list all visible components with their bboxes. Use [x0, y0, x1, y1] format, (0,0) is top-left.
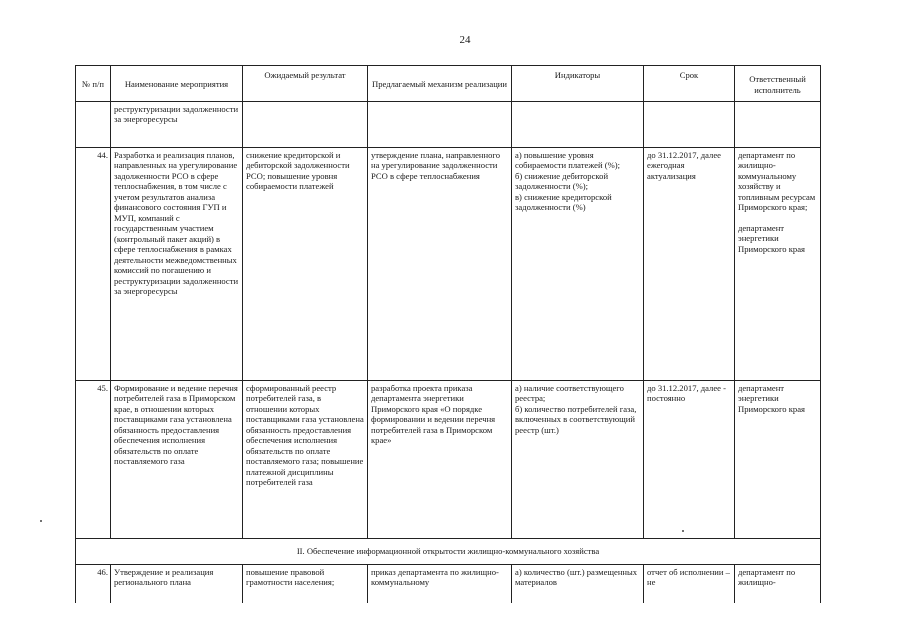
table-row [76, 148, 821, 381]
row-responsible: департамент энергетики Приморского края [735, 381, 821, 539]
row-name: Утверждение и реализация регионального плана [111, 565, 243, 603]
indicator-item: б) снижение дебиторской задолженности (%); [515, 170, 609, 192]
page-number: 24 [459, 34, 471, 46]
indicator-item: в) снижение кредиторской задолженности (%) [515, 191, 612, 213]
row-deadline [644, 102, 735, 148]
row-mechanism [368, 102, 512, 148]
row-result [243, 102, 368, 148]
header-num: № п/п [76, 66, 111, 102]
section-title: II. Обеспечение информационной открытости жилищно-коммунального хозяйства [76, 539, 821, 565]
responsible-item: департамент по жилищно-коммунальному хозяйству и топливным ресурсам Приморского края; [738, 150, 816, 213]
responsible-item: департамент энергетики Приморского края [738, 222, 805, 254]
row-deadline: до 31.12.2017, далее - постоянно [644, 381, 735, 539]
header-mechanism: Предлагаемый механизм реализации [368, 66, 512, 102]
row-num: 46. [76, 565, 111, 603]
row-indicators: а) количество (шт.) размещенных материалов [512, 565, 644, 603]
row-name: Формирование и ведение перечня потребителей газа в Приморском крае, в отношении которых поставщиками газа установлена обязанность предоставления обеспечения исполнения обязательств по оплате поставляемого газа [111, 381, 243, 539]
row-result: повышение правовой грамотности населения; [243, 565, 368, 603]
indicator-item: б) количество потребителей газа, включенных в соответствующий реестр (шт.) [515, 403, 637, 435]
row-name: Разработка и реализация планов, направленных на урегулирование задолженности РСО в сфере теплоснабжения, в том числе с учетом результатов анализа финансового состояния ГУП и МУП, компаний с государственным участием (контрольный пакет акций) в сфере теплоснабжения в рамках деятельности межведомственных комиссий по погашению и реструктуризации задолженности за энергоресурсы [111, 148, 243, 381]
row-indicators [512, 148, 644, 381]
row-deadline: отчет об исполнении – не [644, 565, 735, 603]
row-result: снижение кредиторской и дебиторской задолженности РСО; повышение уровня собираемости платежей [243, 148, 368, 381]
row-num: 44. [76, 148, 111, 381]
section-row [76, 539, 821, 565]
row-responsible [735, 102, 821, 148]
row-num [76, 102, 111, 148]
table-row [76, 102, 821, 148]
row-mechanism: разработка проекта приказа департамента энергетики Приморского края «О порядке формировании и ведении перечня потребителей газа в Приморском крае» [368, 381, 512, 539]
table-row [76, 381, 821, 539]
row-indicators [512, 102, 644, 148]
row-name: реструктуризации задолженности за энергоресурсы [111, 102, 243, 148]
row-responsible: департамент по жилищно- [735, 565, 821, 603]
indicator-item: а) наличие соответствующего реестра; [515, 383, 624, 404]
measures-table [75, 65, 821, 603]
row-responsible [735, 148, 821, 381]
header-indicators: Индикаторы [512, 66, 644, 102]
header-result: Ожидаемый результат [243, 66, 368, 102]
header-responsible: Ответственный исполнитель [735, 66, 821, 102]
header-row [76, 66, 821, 102]
row-mechanism: приказ департамента по жилищно-коммунальному [368, 565, 512, 603]
row-num: 45. [76, 381, 111, 539]
table-row [76, 565, 821, 603]
row-result: сформированный реестр потребителей газа, в отношении которых поставщиками газа установлена обязанность предоставления обеспечения исполнения обязательств по оплате поставляемого газа; повышение платежной дисциплины потребителей газа [243, 381, 368, 539]
row-mechanism: утверждение плана, направленного на урегулирование задолженности РСО в сфере теплоснабжения [368, 148, 512, 381]
header-deadline: Срок [644, 66, 735, 102]
scan-speck [40, 520, 42, 522]
indicator-item: а) повышение уровня собираемости платежей (%); [515, 150, 620, 171]
row-indicators [512, 381, 644, 539]
row-deadline: до 31.12.2017, далее ежегодная актуализация [644, 148, 735, 381]
scan-speck [682, 530, 684, 532]
header-name: Наименование мероприятия [111, 66, 243, 102]
